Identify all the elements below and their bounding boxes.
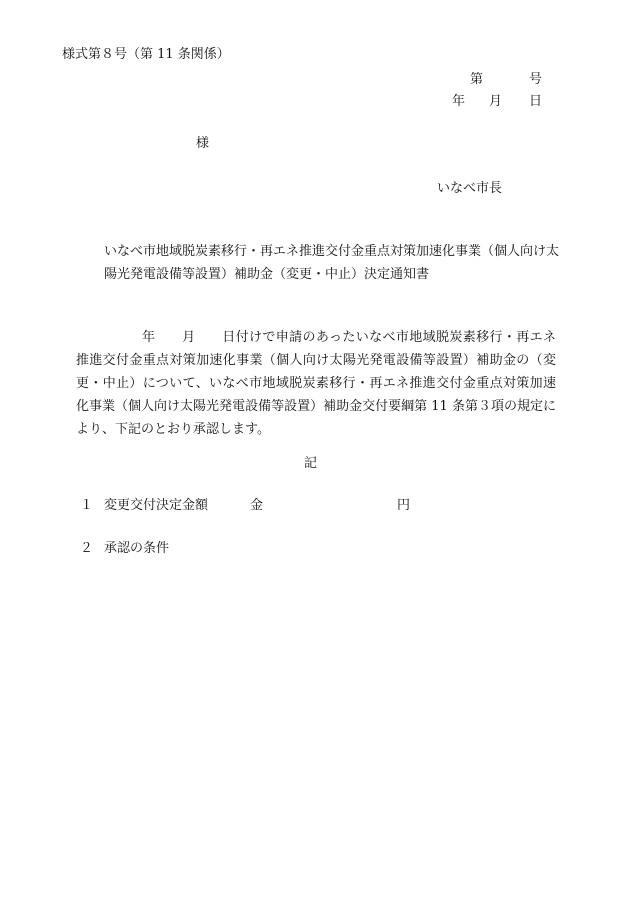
date-month-label: 月 bbox=[489, 94, 503, 109]
item-2-number: ２ bbox=[80, 541, 94, 556]
item-1-amount-prefix: 金 bbox=[250, 498, 264, 513]
document-number-prefix: 第 bbox=[470, 72, 484, 87]
date-day-label: 日 bbox=[529, 94, 543, 109]
addressee-honorific: 様 bbox=[196, 136, 210, 151]
issuer-name: いなべ市長 bbox=[437, 181, 503, 196]
document-title: いなべ市地域脱炭素移行・再エネ推進交付金重点対策加速化事業（個人向け太陽光発電設備等設置）補助金（変更・中止）決定通知書 bbox=[104, 244, 560, 282]
item-2-label: 承認の条件 bbox=[104, 541, 170, 556]
record-heading: 記 bbox=[304, 456, 318, 471]
document-number-suffix: 号 bbox=[529, 72, 543, 87]
item-1-number: １ bbox=[80, 498, 94, 513]
form-label: 様式第８号（第 11 条関係） bbox=[62, 47, 230, 62]
item-1-amount-suffix: 円 bbox=[397, 498, 411, 513]
body-paragraph: 年 月 日付けで申請のあったいなべ市地域脱炭素移行・再エネ推進交付金重点対策加速化事業（個人向け太陽光発電設備等設置）補助金の（変更・中止）について、いなべ市地域脱炭素移行・再エネ推進交付金重点対策加速化事業（個人向け太陽光発電設備等設置）補助金交付要綱第 11 条第３項の規定により、下記のとおり承認します。 bbox=[76, 330, 556, 437]
item-1-label: 変更交付決定金額 bbox=[104, 498, 209, 513]
date-year-label: 年 bbox=[452, 94, 466, 109]
